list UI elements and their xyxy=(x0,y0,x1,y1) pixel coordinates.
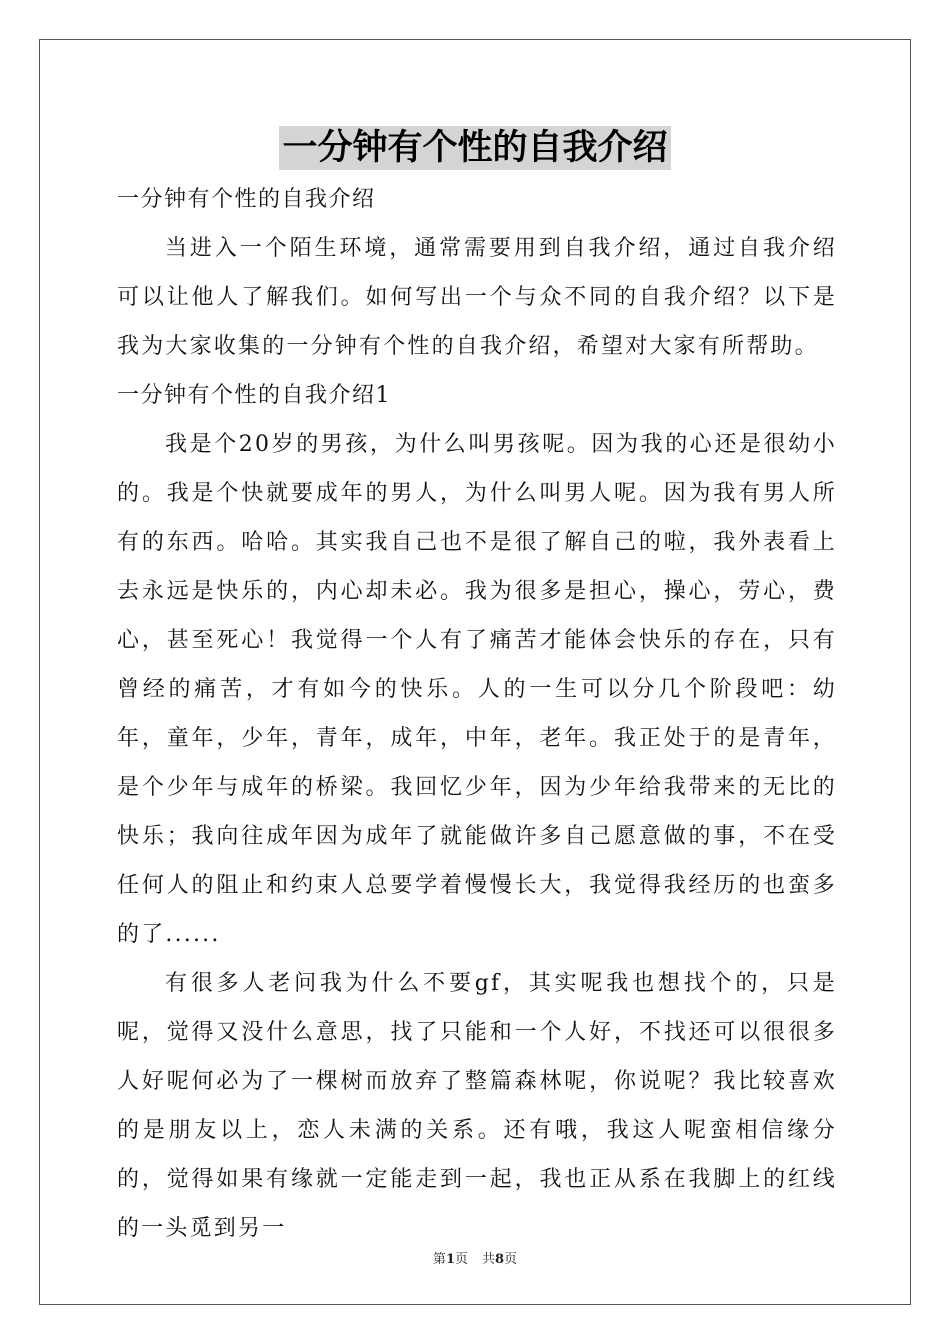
body-paragraph-2: 有很多人老问我为什么不要gf，其实呢我也想找个的，只是呢，觉得又没什么意思，找了只能和一个人好，不找还可以很很多人好呢何必为了一棵树而放弃了整篇森林呢，你说呢？我比较喜欢的是朋友以上，恋人未满的关系。还有哦，我这人呢蛮相信缘分的，觉得如果有缘就一定能走到一起，我也正从系在我脚上的红线的一头觅到另一 xyxy=(117,971,837,1241)
total-suffix: 页 xyxy=(504,1252,518,1267)
page-number: 1 xyxy=(445,1252,455,1267)
total-pages: 8 xyxy=(495,1252,505,1267)
document-body xyxy=(117,175,837,1253)
document-title: 一分钟有个性的自我介绍 xyxy=(279,126,670,170)
page-suffix: 页 xyxy=(454,1252,468,1267)
body-paragraph-1: 我是个20岁的男孩，为什么叫男孩呢。因为我的心还是很幼小的。我是个快就要成年的男人，为什么叫男人呢。因为我有男人所有的东西。哈哈。其实我自己也不是很了解自己的啦，我外表看上去永远是快乐的，内心却未必。我为很多是担心，操心，劳心，费心，甚至死心！我觉得一个人有了痛苦才能体会快乐的存在，只有曾经的痛苦，才有如今的快乐。人的一生可以分几个阶段吧：幼年，童年，少年，青年，成年，中年，老年。我正处于的是青年，是个少年与成年的桥梁。我回忆少年，因为少年给我带来的无比的快乐；我向往成年因为成年了就能做许多自己愿意做的事，不在受任何人的阻止和约束人总要学着慢慢长大，我觉得我经历的也蛮多的了...... xyxy=(117,432,837,947)
page-prefix: 第 xyxy=(432,1252,446,1267)
page-footer xyxy=(0,1248,950,1267)
section-heading: 一分钟有个性的自我介绍1 xyxy=(117,383,391,408)
total-prefix: 共 xyxy=(482,1252,496,1267)
intro-paragraph: 当进入一个陌生环境，通常需要用到自我介绍，通过自我介绍可以让他人了解我们。如何写出一个与众不同的自我介绍？以下是我为大家收集的一分钟有个性的自我介绍，希望对大家有所帮助。 xyxy=(117,236,837,359)
title-container xyxy=(0,126,950,170)
subtitle: 一分钟有个性的自我介绍 xyxy=(117,187,376,212)
